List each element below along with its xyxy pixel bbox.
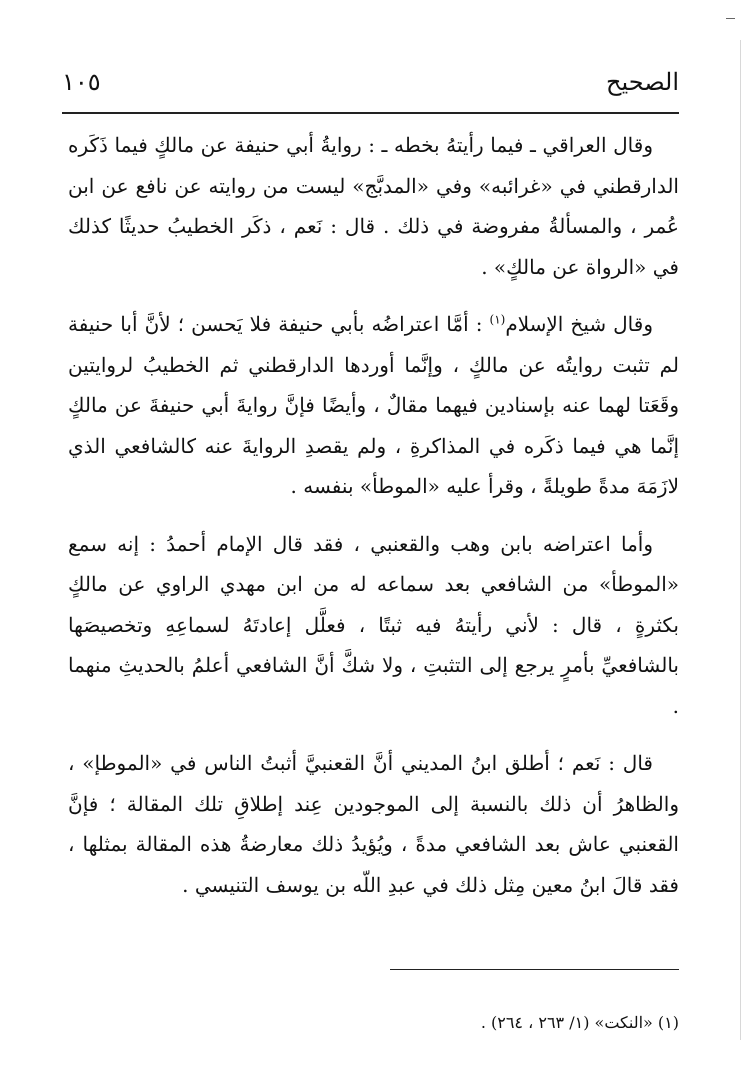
footnote: (١) «النكت» (١/ ٢٦٣ ، ٢٦٤) .: [480, 1013, 679, 1032]
paragraph-iraqi: وقال العراقي ـ فيما رأيتهُ بخطه ـ : روايةُ أبي حنيفة عن مالكٍ فيما ذَكَره الدارقطني في «غرائبه» وفي «المدبَّج» ليست من روايته عن نافع عن ابن عُمر ، والمسألةُ مفروضة في ذلك . قال : نَعم ، ذكَر الخطيبُ حديثًا كذلك في «الرواة عن مالكٍ» .: [68, 133, 679, 279]
paragraph-ibn-wahb: وأما اعتراضه بابن وهب والقعنبي ، فقد قال الإمام أحمدُ : إنه سمع «الموطأ» من الشافعي بعد سماعه له من ابن مهدي الراوي عن مالكٍ بكثرةٍ ، قال : لأني رأيتهُ فيه ثبتًا ، فعلَّل إعادتَهُ لسماعِهِ وتخصيصَها بالشافعيِّ بأمرٍ يرجع إلى التثبتِ ، ولا شكَّ أنَّ الشافعي أعلمُ بالحديثِ منهما .: [68, 531, 679, 718]
running-title: الصحيح: [605, 68, 679, 96]
paragraph-shaykh-al-islam-rest: : أمَّا اعتراضُه بأبي حنيفة فلا يَحسن ؛ لأنَّ أبا حنيفة لم تثبت روايتُه عن مالكٍ ، وإنَّما أوردها الدارقطني ثم الخطيبُ لروايتين وقَعَتا لهما عنه بإسنادين فيهما مقالٌ ، وأيضًا فإنَّ روايةَ أبي حنيفةَ عن مالكٍ إنَّما هي فيما ذكَره في المذاكرةِ ، ولم يقصدِ الروايةَ عنه كالشافعي الذي لازَمَهَ مدةً طويلةً ، وقرأ عليه «الموطأ» بنفسه .: [68, 312, 679, 498]
paragraph-shaykh-al-islam: [68, 304, 679, 507]
footnote-rule: [390, 969, 679, 970]
page-header: [62, 68, 679, 108]
paragraph-qanabi: قال : نَعم ؛ أطلق ابنُ المديني أنَّ القعنبيَّ أثبتُ الناس في «الموطإ» ، والظاهرُ أن ذلك بالنسبة إلى الموجودين عِند إطلاقِ تلك المقالة ؛ فإنَّ القعنبي عاش بعد الشافعي مدةً ، ويُؤيدُ ذلك معارضةُ هذه المقالة بمثلها ، فقد قالَ ابنُ معين مِثل ذلك في عبدِ اللّه بن يوسف التنيسي .: [68, 751, 679, 897]
page-number: ١٠٥: [62, 68, 101, 96]
body-text: [68, 125, 679, 905]
header-rule: [62, 112, 679, 114]
corner-mark: [726, 18, 735, 19]
paragraph-shaykh-al-islam-opening: وقال شيخ الإسلام: [505, 312, 653, 336]
footnote-marker: (١): [489, 312, 506, 327]
